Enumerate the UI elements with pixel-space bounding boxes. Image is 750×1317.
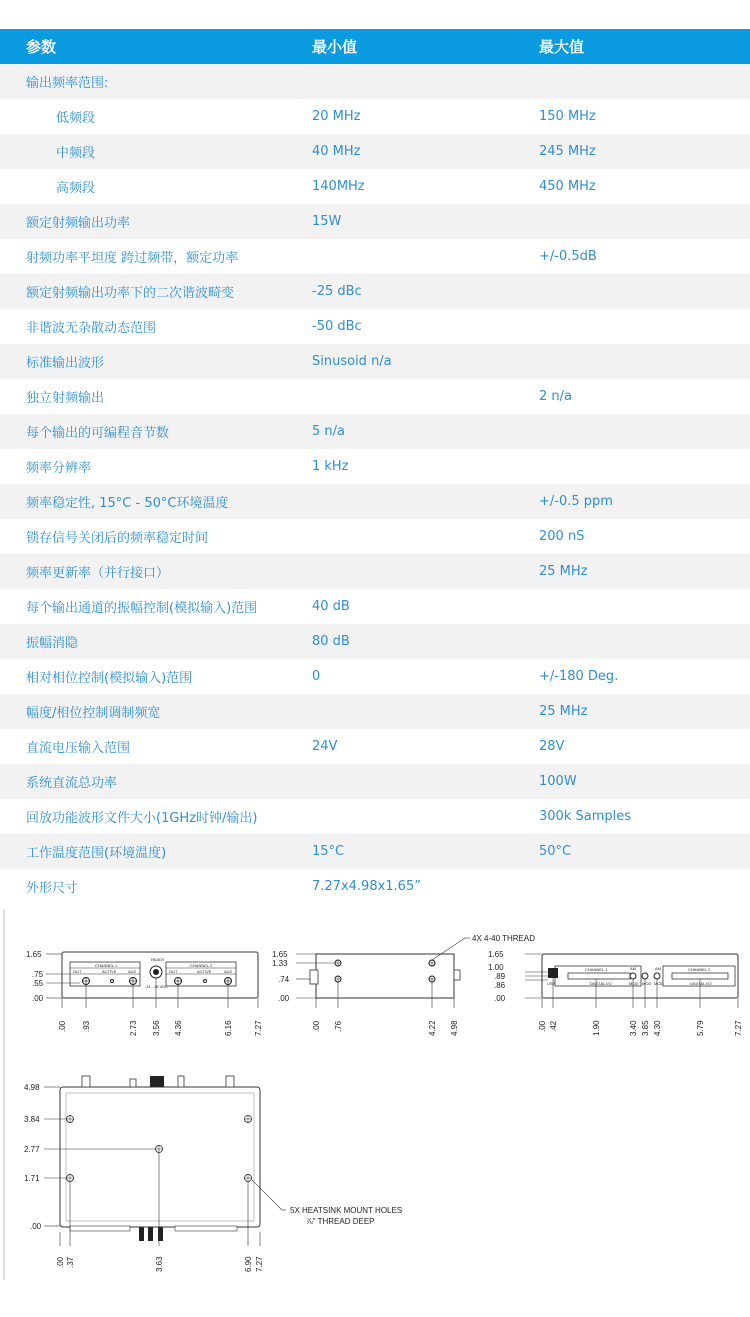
bottom-view (24, 1076, 402, 1272)
cell-param: 输出频率范围: (0, 64, 312, 99)
table-row (0, 484, 750, 519)
rear-x-label: 4.30 (653, 1020, 662, 1036)
cell-max: 28V (539, 729, 750, 764)
cell-param: 射频功率平坦度 跨过频带，额定功率 (0, 239, 312, 274)
cell-max (539, 449, 750, 484)
bottom-y-label: 2.77 (24, 1145, 40, 1154)
cell-param: 频率分辨率 (0, 449, 312, 484)
cell-param: 中频段 (0, 134, 312, 169)
front-x-label: 2.73 (129, 1020, 138, 1036)
front-ch2-out: OUT (169, 969, 178, 974)
cell-param: 每个输出通道的振幅控制(模拟输入)范围 (0, 589, 312, 624)
table-row (0, 799, 750, 834)
cell-max: 100W (539, 764, 750, 799)
front-view (26, 950, 263, 1036)
front-ch2-label: CHANNEL 2 (190, 963, 213, 968)
side-y-label: .74 (278, 975, 290, 984)
cell-param: 额定射频输出功率下的二次谐波畸变 (0, 274, 312, 309)
bottom-y-label: 1.71 (24, 1174, 40, 1183)
rear-dio1-label: DIGITAL I/O (590, 981, 612, 986)
table-row (0, 659, 750, 694)
rear-view (488, 950, 743, 1036)
cell-param: 额定射频输出功率 (0, 204, 312, 239)
cell-max: 245 MHz (539, 134, 750, 169)
header-min: 最小值 (312, 29, 539, 64)
table-row (0, 134, 750, 169)
cell-min (312, 519, 539, 554)
front-y-label: .55 (32, 979, 44, 988)
table-row (0, 519, 750, 554)
front-ready-label: READY (151, 957, 165, 962)
cell-min: 0 (312, 659, 539, 694)
cell-min (312, 379, 539, 414)
table-row (0, 204, 750, 239)
cell-param: 系统直流总功率 (0, 764, 312, 799)
rear-x-label: 3.85 (641, 1020, 650, 1036)
cell-max: 50°C (539, 834, 750, 869)
side-y-label: 1.65 (272, 950, 288, 959)
table-row (0, 239, 750, 274)
cell-min (312, 764, 539, 799)
cell-param: 高频段 (0, 169, 312, 204)
bottom-callout-line1: 5X HEATSINK MOUNT HOLES (290, 1206, 403, 1215)
table-row (0, 554, 750, 589)
table-row (0, 729, 750, 764)
front-x-label: 6.16 (224, 1020, 233, 1036)
front-y-label: .75 (32, 970, 44, 979)
cell-max: 2 n/a (539, 379, 750, 414)
cell-min: 20 MHz (312, 99, 539, 134)
table-row (0, 414, 750, 449)
rear-x-label: .00 (538, 1020, 547, 1032)
side-y-label: .00 (278, 994, 290, 1003)
table-row (0, 64, 750, 99)
bottom-callout-line2: ⅞" THREAD DEEP (306, 1217, 375, 1226)
cell-max (539, 64, 750, 99)
rear-y-label: .89 (494, 972, 506, 981)
cell-min: 7.27x4.98x1.65” (312, 869, 539, 904)
table-row (0, 834, 750, 869)
table-row (0, 379, 750, 414)
rear-y-label: .86 (494, 981, 506, 990)
cell-param: 独立射频输出 (0, 379, 312, 414)
bottom-x-label: 6.90 (244, 1256, 253, 1272)
cell-max: 150 MHz (539, 99, 750, 134)
cell-min: 5 n/a (312, 414, 539, 449)
cell-max: 300k Samples (539, 799, 750, 834)
cell-max (539, 274, 750, 309)
cell-min: 140MHz (312, 169, 539, 204)
front-ch2-aux: AUX (224, 969, 233, 974)
cell-max (539, 414, 750, 449)
cell-min: 24V (312, 729, 539, 764)
cell-min: Sinusoid n/a (312, 344, 539, 379)
front-dc-label: 24 - 28 VDC (146, 984, 169, 989)
cell-max: 200 nS (539, 519, 750, 554)
front-ch1-aux: AUX (128, 969, 137, 974)
table-row (0, 309, 750, 344)
bottom-x-label: 3.63 (155, 1256, 164, 1272)
front-x-label: .93 (82, 1020, 91, 1032)
cell-min (312, 484, 539, 519)
cell-param: 锁存信号关闭后的频率稳定时间 (0, 519, 312, 554)
cell-param: 工作温度范围(环境温度) (0, 834, 312, 869)
cell-max (539, 309, 750, 344)
front-x-label: 3.56 (152, 1020, 161, 1036)
bottom-y-label: 3.84 (24, 1115, 40, 1124)
rear-y-label: 1.00 (488, 963, 504, 972)
cell-max: 25 MHz (539, 694, 750, 729)
cell-param: 非谐波无杂散动态范围 (0, 309, 312, 344)
side-x-label: .76 (334, 1020, 343, 1032)
rear-usb-label: USB (547, 981, 556, 986)
front-y-label: 1.65 (26, 950, 42, 959)
front-ch1-active: ACTIVE (102, 969, 117, 974)
cell-param: 振幅消隐 (0, 624, 312, 659)
cell-param: 标准输出波形 (0, 344, 312, 379)
rear-y-label: 1.65 (488, 950, 504, 959)
side-x-label: 4.22 (428, 1020, 437, 1036)
cell-min (312, 799, 539, 834)
cell-min: 80 dB (312, 624, 539, 659)
table-row (0, 869, 750, 904)
bottom-y-label: .00 (30, 1222, 42, 1231)
cell-param: 频率更新率（并行接口） (0, 554, 312, 589)
rear-am1-label: AM (630, 966, 636, 971)
front-x-label: .00 (58, 1020, 67, 1032)
table-row (0, 624, 750, 659)
cell-param: 外形尺寸 (0, 869, 312, 904)
cell-min (312, 554, 539, 589)
spec-table (0, 29, 750, 904)
rear-dio2-label: DIGITAL I/O (690, 981, 712, 986)
table-row (0, 169, 750, 204)
cell-min: 1 kHz (312, 449, 539, 484)
rear-x-label: 1.90 (592, 1020, 601, 1036)
table-row (0, 344, 750, 379)
cell-max (539, 589, 750, 624)
rear-x-label: 5.79 (696, 1020, 705, 1036)
cell-min (312, 239, 539, 274)
front-ch1-out: OUT (73, 969, 82, 974)
front-x-label: 4.36 (174, 1020, 183, 1036)
top-margin (0, 0, 750, 29)
table-row (0, 764, 750, 799)
cell-max (539, 869, 750, 904)
front-ch1-label: CHANNEL 1 (95, 963, 118, 968)
cell-min: -25 dBc (312, 274, 539, 309)
rear-x-label: .42 (549, 1020, 558, 1032)
table-row (0, 589, 750, 624)
bottom-y-label: 4.98 (24, 1083, 40, 1092)
header-max: 最大值 (539, 29, 750, 64)
table-row (0, 694, 750, 729)
cell-max (539, 344, 750, 379)
cell-min: 15°C (312, 834, 539, 869)
cell-max: +/-0.5dB (539, 239, 750, 274)
cell-max (539, 624, 750, 659)
cell-min (312, 694, 539, 729)
cell-param: 相对相位控制(模拟输入)范围 (0, 659, 312, 694)
bottom-x-label: .37 (66, 1256, 75, 1268)
front-x-label: 7.27 (254, 1020, 263, 1036)
cell-param: 低频段 (0, 99, 312, 134)
side-callout: 4X 4-40 THREAD (472, 934, 535, 943)
rear-ch2-label: CHANNEL 2 (688, 967, 711, 972)
bottom-x-label: .00 (56, 1256, 65, 1268)
rear-x-label: 7.27 (734, 1020, 743, 1036)
front-y-label: .00 (32, 994, 44, 1003)
front-ch2-active: ACTIVE (197, 969, 212, 974)
rear-mod3-label: MOD (654, 981, 664, 986)
cell-param: 幅度/相位控制调制频宽 (0, 694, 312, 729)
table-header-row (0, 29, 750, 64)
table-row (0, 99, 750, 134)
rear-am2-label: AM (655, 966, 661, 971)
cell-max: 450 MHz (539, 169, 750, 204)
cell-param: 直流电压输入范围 (0, 729, 312, 764)
spec-table-body (0, 64, 750, 904)
cell-min (312, 64, 539, 99)
rear-mod2-label: MOD (642, 981, 652, 986)
rear-mod1-label: MOD (629, 981, 639, 986)
cell-max (539, 204, 750, 239)
cell-param: 每个输出的可编程音节数 (0, 414, 312, 449)
dimension-drawings (0, 910, 750, 1310)
cell-param: 频率稳定性, 15°C - 50°C环境温度 (0, 484, 312, 519)
side-x-label: 4.98 (450, 1020, 459, 1036)
rear-y-label: .00 (494, 994, 506, 1003)
side-x-label: .00 (312, 1020, 321, 1032)
side-y-label: 1.33 (272, 959, 288, 968)
table-row (0, 274, 750, 309)
rear-x-label: 3.40 (629, 1020, 638, 1036)
cell-max: +/-0.5 ppm (539, 484, 750, 519)
cell-min: 15W (312, 204, 539, 239)
cell-min: 40 MHz (312, 134, 539, 169)
cell-max: 25 MHz (539, 554, 750, 589)
bottom-x-label: 7.27 (255, 1256, 264, 1272)
cell-min: -50 dBc (312, 309, 539, 344)
rear-ch1-label: CHANNEL 1 (585, 967, 608, 972)
header-param: 参数 (0, 29, 312, 64)
drawings-svg (0, 910, 750, 1310)
cell-param: 回放功能波形文件大小(1GHz时钟/输出) (0, 799, 312, 834)
cell-max: +/-180 Deg. (539, 659, 750, 694)
cell-min: 40 dB (312, 589, 539, 624)
table-row (0, 449, 750, 484)
